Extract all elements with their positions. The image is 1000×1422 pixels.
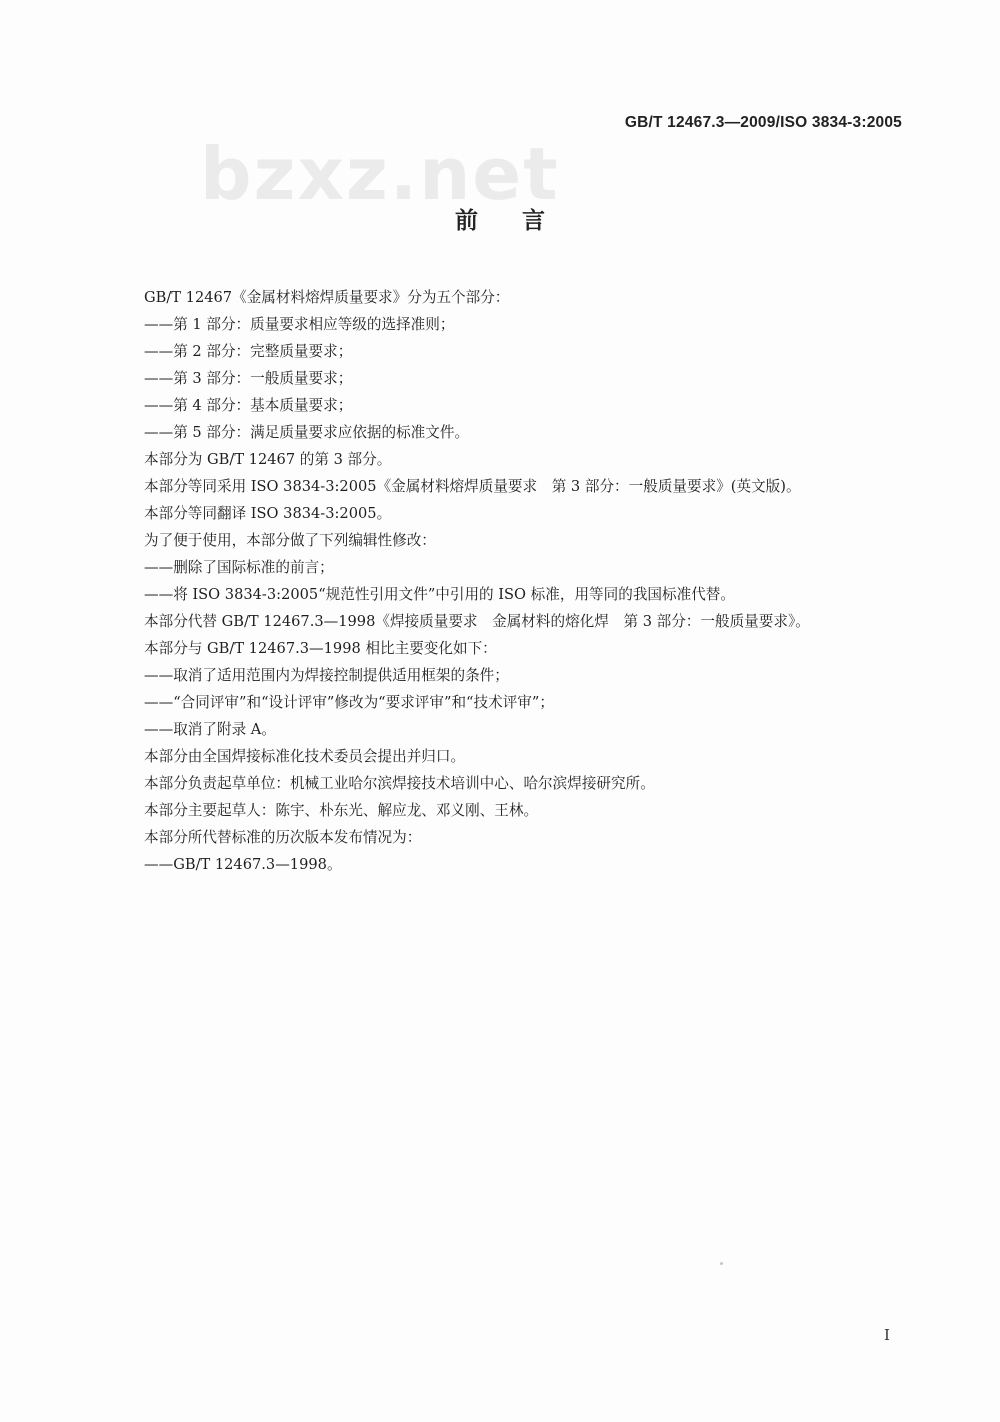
foreword-body <box>110 284 905 878</box>
paragraph-parts-intro: GB/T 12467《金属材料熔焊质量要求》分为五个部分： <box>144 289 510 306</box>
page-number: I <box>884 1326 890 1344</box>
paragraph-history-intro: 本部分所代替标准的历次版本发布情况为： <box>144 829 422 846</box>
paragraph-changes-intro: 本部分与 GB/T 12467.3—1998 相比主要变化如下： <box>144 640 497 657</box>
list-item-edit-2: ——将 ISO 3834-3:2005“规范性引用文件”中引用的 ISO 标准，用等同的我国标准代替。 <box>144 586 735 603</box>
page-title: 前言 <box>455 208 589 234</box>
watermark: bzxz.net <box>200 132 560 216</box>
paragraph-part-statement: 本部分为 GB/T 12467 的第 3 部分。 <box>144 451 392 468</box>
paragraph-drafting-units: 本部分负责起草单位：机械工业哈尔滨焊接技术培训中心、哈尔滨焊接研究所。 <box>144 775 655 792</box>
list-item-history-1: ——GB/T 12467.3—1998。 <box>144 856 342 873</box>
paragraph-proposer: 本部分由全国焊接标准化技术委员会提出并归口。 <box>144 748 466 765</box>
paragraph-translation: 本部分等同翻译 ISO 3834-3:2005。 <box>144 505 392 522</box>
list-item-edit-1: ——删除了国际标准的前言； <box>144 559 334 576</box>
list-item-change-1: ——取消了适用范围内为焊接控制提供适用框架的条件； <box>144 667 509 684</box>
paragraph-adoption: 本部分等同采用 ISO 3834-3:2005《金属材料熔焊质量要求 第 3 部分：一般质量要求》(英文版)。 <box>144 478 801 495</box>
standard-code: GB/T 12467.3—2009/ISO 3834-3:2005 <box>624 114 902 131</box>
list-item-part-5: ——第 5 部分：满足质量要求应依据的标准文件。 <box>144 424 470 441</box>
paragraph-replaces: 本部分代替 GB/T 12467.3—1998《焊接质量要求 金属材料的熔化焊 第 3 部分：一般质量要求》。 <box>144 613 810 630</box>
scan-speck <box>720 1262 723 1265</box>
list-item-change-3: ——取消了附录 A。 <box>144 721 276 738</box>
list-item-change-2: ——“合同评审”和“设计评审”修改为“要求评审”和“技术评审”； <box>144 694 554 711</box>
paragraph-drafters: 本部分主要起草人：陈宇、朴东光、解应龙、邓义刚、王林。 <box>144 802 539 819</box>
paragraph-edits-intro: 为了便于使用，本部分做了下列编辑性修改： <box>144 532 436 549</box>
list-item-part-2: ——第 2 部分：完整质量要求； <box>144 343 353 360</box>
list-item-part-3: ——第 3 部分：一般质量要求； <box>144 370 353 387</box>
list-item-part-1: ——第 1 部分：质量要求相应等级的选择准则； <box>144 316 455 333</box>
list-item-part-4: ——第 4 部分：基本质量要求； <box>144 397 353 414</box>
